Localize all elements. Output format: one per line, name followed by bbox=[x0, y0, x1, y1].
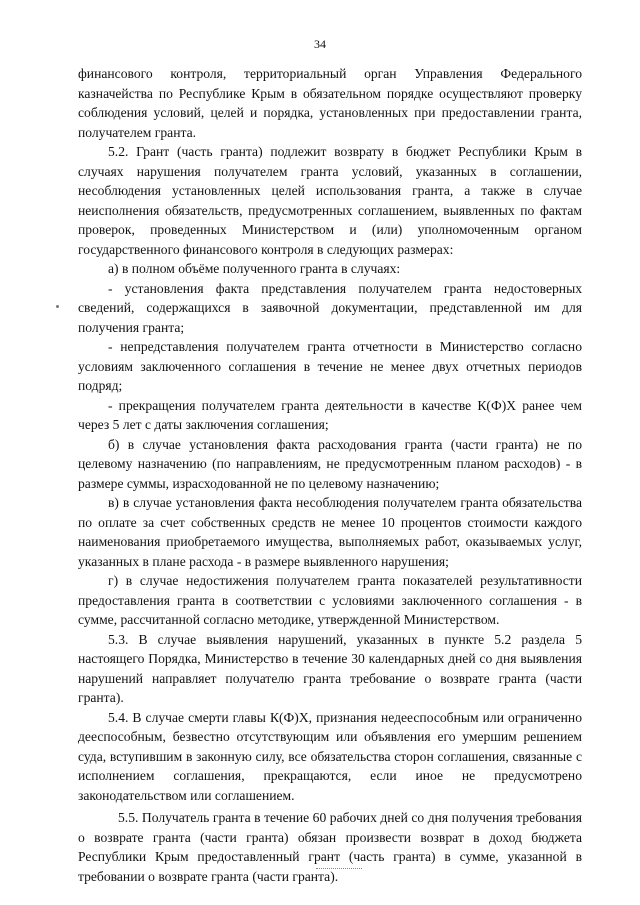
paragraph-5-2-v: в) в случае установления факта несоблюдения получателем гранта обязательства по оплате за счет собственных средств не менее 10 процентов стоимости каждого наименования приобретаемого имущества, выполняемых работ, оказываемых услуг, указанных в плане расхода - в размере выявленного нарушения; bbox=[78, 495, 582, 569]
paragraph-5-5: 5.5. Получатель гранта в течение 60 рабочих дней со дня получения требования о возврате гранта (части гранта) обязан произвести возврат в доход бюджета Республики Крым предоставленный грант (часть гранта) в сумме, указанной в требовании о возврате гранта (части гранта). bbox=[78, 810, 582, 884]
paragraph-5-4: 5.4. В случае смерти главы К(Ф)Х, признания недееспособным или ограниченно дееспособным, безвестно отсутствующим или объявления его умершим решением суда, вступившим в законную силу, все обязательства сторон соглашения, связанные с исполнением соглашения, прекращаются, если иное не предусмотрено законодательством или соглашением. bbox=[78, 709, 582, 803]
paragraph-5-2-a-item-2: - непредставления получателем гранта отчетности в Министерство согласно условиям заключенного соглашения в течение не менее двух отчетных периодов подряд; bbox=[78, 339, 582, 393]
document-body bbox=[78, 64, 582, 886]
paragraph-5-2-a: а) в полном объёме полученного гранта в случаях: bbox=[108, 261, 401, 276]
paragraph-continuation: финансового контроля, территориальный орган Управления Федерального казначейства по Республике Крым в обязательном порядке осуществляют проверку соблюдения условий, целей и порядка, установленных при предоставлении гранта, получателем гранта. bbox=[78, 66, 582, 140]
paragraph-5-3: 5.3. В случае выявления нарушений, указанных в пункте 5.2 раздела 5 настоящего Порядка, Министерство в течение 30 календарных дней со дня выявления нарушений направляет получателю гранта требование о возврате гранта (части гранта). bbox=[78, 631, 582, 705]
page-number: 34 bbox=[314, 37, 326, 51]
scan-artifact-mark bbox=[316, 868, 362, 870]
paragraph-5-2-b: б) в случае установления факта расходования гранта (части гранта) не по целевому назначению (по направлениям, не предусмотренным планом расходов) - в размере суммы, израсходованной не по целевому назначению; bbox=[78, 436, 582, 491]
paragraph-5-2: 5.2. Грант (часть гранта) подлежит возврату в бюджет Республики Крым в случаях нарушения получателем гранта условий, указанных в соглашении, несоблюдения установленных целей использования гранта, а также в случае неисполнения обязательств, предусмотренных соглашением, выявленных по фактам проверок, проведенных Министерством и (или) уполномоченным органом государственного финансового контроля в следующих размерах: bbox=[78, 144, 582, 257]
paragraph-5-2-g: г) в случае недостижения получателем гранта показателей результативности предоставления гранта в соответствии с условиями заключенного соглашения - в сумме, рассчитанной согласно методике, утвержденной Министерством. bbox=[78, 573, 582, 627]
margin-dot bbox=[56, 305, 59, 308]
paragraph-5-2-a-item-1: - установления факта представления получателем гранта недостоверных сведений, содержащихся в заявочной документации, представленной им для получения гранта; bbox=[78, 280, 582, 335]
paragraph-5-2-a-item-3: - прекращения получателем гранта деятельности в качестве К(Ф)Х ранее чем через 5 лет с даты заключения соглашения; bbox=[78, 397, 582, 432]
